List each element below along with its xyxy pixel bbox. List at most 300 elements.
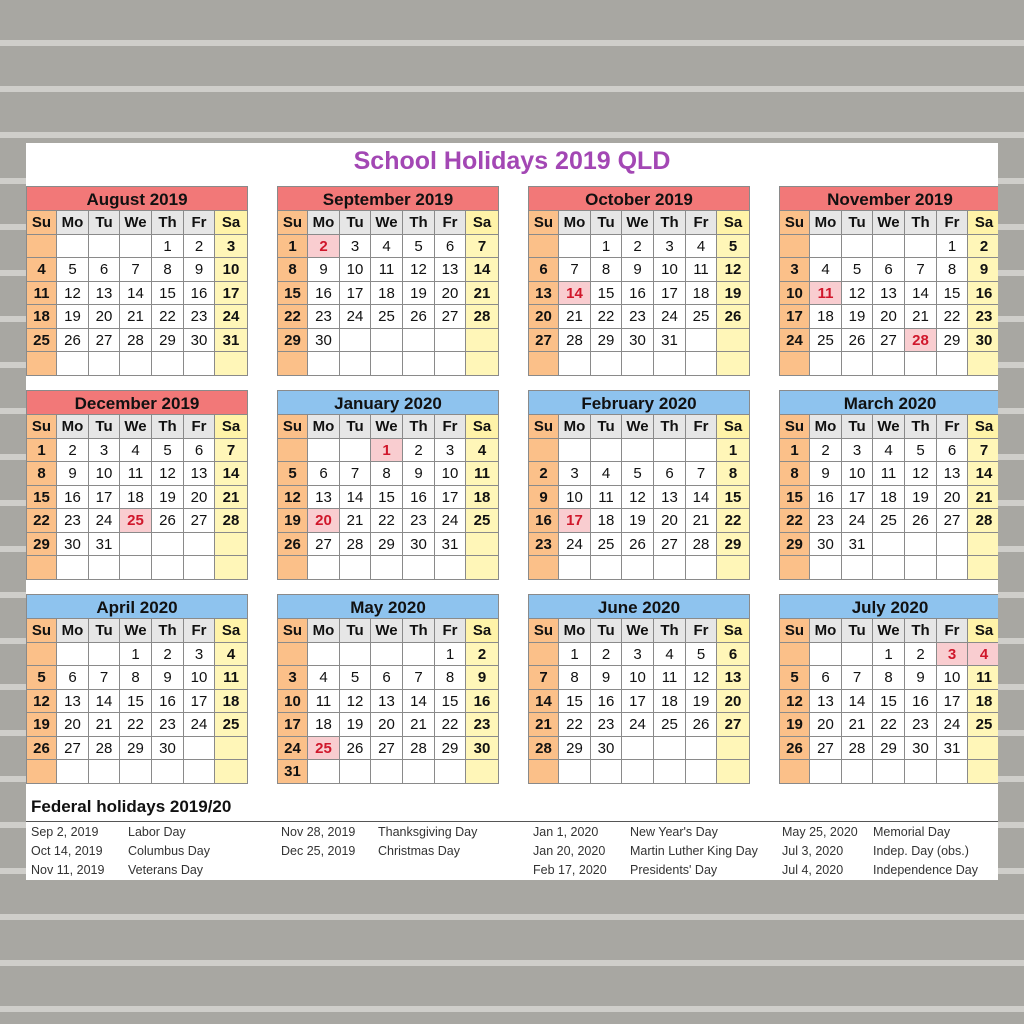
day-cell: 21 <box>89 713 120 737</box>
day-cell: 27 <box>89 329 120 353</box>
weekday-header: Th <box>905 619 937 643</box>
empty-day-cell <box>89 643 120 667</box>
weekday-header: Th <box>152 619 184 643</box>
calendar-sheet <box>26 143 998 880</box>
month-title: June 2020 <box>528 594 750 619</box>
weekday-header: Sa <box>968 415 998 439</box>
empty-day-cell <box>905 235 937 259</box>
empty-day-cell <box>466 533 499 557</box>
day-cell: 20 <box>873 305 905 329</box>
empty-day-cell <box>89 235 120 259</box>
empty-day-cell <box>528 556 559 580</box>
weekday-header: Mo <box>810 415 842 439</box>
day-cell: 6 <box>937 439 968 463</box>
day-cell: 11 <box>215 666 248 690</box>
month-day-grid <box>779 415 998 580</box>
day-cell: 2 <box>184 235 215 259</box>
empty-day-cell <box>873 760 905 784</box>
day-cell: 23 <box>403 509 435 533</box>
empty-day-cell <box>842 556 873 580</box>
day-cell: 7 <box>905 258 937 282</box>
empty-day-cell <box>57 556 89 580</box>
weekday-header: Sa <box>215 415 248 439</box>
empty-day-cell <box>466 556 499 580</box>
day-cell: 18 <box>810 305 842 329</box>
empty-day-cell <box>120 556 152 580</box>
day-cell: 29 <box>26 533 57 557</box>
empty-day-cell <box>466 760 499 784</box>
day-cell: 30 <box>968 329 998 353</box>
holiday-name: Columbus Day <box>128 844 210 858</box>
empty-day-cell <box>120 235 152 259</box>
day-cell: 24 <box>559 533 591 557</box>
day-cell: 30 <box>308 329 340 353</box>
day-cell: 3 <box>277 666 308 690</box>
federal-holiday-row <box>782 825 998 841</box>
day-cell: 1 <box>152 235 184 259</box>
empty-day-cell <box>654 737 686 761</box>
weekday-header: Sa <box>466 619 499 643</box>
empty-day-cell <box>873 533 905 557</box>
weekday-header: We <box>622 211 654 235</box>
weekday-header: Th <box>905 211 937 235</box>
day-cell: 17 <box>779 305 810 329</box>
weekday-header: Su <box>528 211 559 235</box>
day-cell: 4 <box>591 462 622 486</box>
day-cell: 4 <box>686 235 717 259</box>
month-calendar <box>779 186 998 376</box>
day-cell: 8 <box>559 666 591 690</box>
federal-holiday-row <box>533 825 753 841</box>
day-cell: 6 <box>89 258 120 282</box>
day-cell: 31 <box>277 760 308 784</box>
empty-day-cell <box>277 556 308 580</box>
day-cell: 12 <box>686 666 717 690</box>
day-cell: 16 <box>466 690 499 714</box>
day-cell: 13 <box>717 666 750 690</box>
month-title: August 2019 <box>26 186 248 211</box>
weekday-header: Tu <box>340 415 371 439</box>
day-cell: 24 <box>277 737 308 761</box>
day-cell: 12 <box>842 282 873 306</box>
weekday-header: Th <box>403 415 435 439</box>
day-cell: 30 <box>622 329 654 353</box>
day-cell: 18 <box>120 486 152 510</box>
weekday-header: Tu <box>842 619 873 643</box>
day-cell: 2 <box>152 643 184 667</box>
day-cell: 23 <box>591 713 622 737</box>
weekday-header: Th <box>654 415 686 439</box>
empty-day-cell <box>371 352 403 376</box>
day-cell: 24 <box>654 305 686 329</box>
day-cell: 12 <box>717 258 750 282</box>
day-cell: 9 <box>152 666 184 690</box>
weekday-header: Mo <box>559 211 591 235</box>
federal-holiday-row <box>533 863 753 879</box>
day-cell: 30 <box>152 737 184 761</box>
weekday-header: Fr <box>435 619 466 643</box>
empty-day-cell <box>559 352 591 376</box>
month-day-grid <box>528 619 750 784</box>
month-day-grid <box>277 211 499 376</box>
weekday-header: Su <box>779 211 810 235</box>
day-cell: 10 <box>215 258 248 282</box>
day-cell: 17 <box>340 282 371 306</box>
day-cell: 19 <box>26 713 57 737</box>
weekday-header: Su <box>277 211 308 235</box>
weekday-header: Su <box>779 415 810 439</box>
day-cell: 7 <box>89 666 120 690</box>
day-cell: 21 <box>842 713 873 737</box>
day-cell: 24 <box>622 713 654 737</box>
day-cell: 26 <box>905 509 937 533</box>
day-cell: 24 <box>340 305 371 329</box>
holiday-day-cell: 3 <box>937 643 968 667</box>
month-day-grid <box>779 211 998 376</box>
empty-day-cell <box>654 439 686 463</box>
day-cell: 7 <box>215 439 248 463</box>
day-cell: 16 <box>968 282 998 306</box>
empty-day-cell <box>968 352 998 376</box>
day-cell: 12 <box>57 282 89 306</box>
day-cell: 13 <box>89 282 120 306</box>
day-cell: 20 <box>57 713 89 737</box>
weekday-header: Th <box>403 619 435 643</box>
day-cell: 10 <box>89 462 120 486</box>
day-cell: 9 <box>308 258 340 282</box>
month-day-grid <box>277 415 499 580</box>
empty-day-cell <box>937 352 968 376</box>
day-cell: 15 <box>591 282 622 306</box>
weekday-header: Sa <box>717 415 750 439</box>
day-cell: 17 <box>654 282 686 306</box>
day-cell: 14 <box>528 690 559 714</box>
day-cell: 3 <box>340 235 371 259</box>
day-cell: 4 <box>654 643 686 667</box>
empty-day-cell <box>403 352 435 376</box>
weekday-header: Fr <box>937 415 968 439</box>
month-day-grid <box>26 619 248 784</box>
day-cell: 10 <box>654 258 686 282</box>
federal-holiday-row <box>31 825 251 841</box>
day-cell: 30 <box>403 533 435 557</box>
weekday-header: Fr <box>184 415 215 439</box>
weekday-header: Tu <box>340 211 371 235</box>
day-cell: 20 <box>717 690 750 714</box>
day-cell: 26 <box>403 305 435 329</box>
day-cell: 12 <box>622 486 654 510</box>
day-cell: 2 <box>528 462 559 486</box>
empty-day-cell <box>340 556 371 580</box>
empty-day-cell <box>591 760 622 784</box>
day-cell: 1 <box>779 439 810 463</box>
day-cell: 5 <box>340 666 371 690</box>
weekday-header: We <box>371 415 403 439</box>
day-cell: 28 <box>215 509 248 533</box>
day-cell: 10 <box>277 690 308 714</box>
weekday-header: Su <box>26 211 57 235</box>
day-cell: 20 <box>654 509 686 533</box>
holiday-date: Jul 3, 2020 <box>782 844 844 858</box>
day-cell: 4 <box>308 666 340 690</box>
day-cell: 8 <box>591 258 622 282</box>
empty-day-cell <box>184 533 215 557</box>
day-cell: 8 <box>26 462 57 486</box>
day-cell: 28 <box>89 737 120 761</box>
day-cell: 17 <box>184 690 215 714</box>
month-calendar <box>528 594 750 784</box>
month-title: March 2020 <box>779 390 998 415</box>
weekday-header: Fr <box>686 619 717 643</box>
day-cell: 3 <box>215 235 248 259</box>
weekday-header: Th <box>654 619 686 643</box>
day-cell: 8 <box>717 462 750 486</box>
day-cell: 9 <box>968 258 998 282</box>
day-cell: 16 <box>403 486 435 510</box>
empty-day-cell <box>184 352 215 376</box>
weekday-header: We <box>873 415 905 439</box>
federal-holiday-row <box>31 863 251 879</box>
empty-day-cell <box>810 235 842 259</box>
weekday-header: Sa <box>717 211 750 235</box>
empty-day-cell <box>654 556 686 580</box>
empty-day-cell <box>937 760 968 784</box>
month-calendar <box>26 186 248 376</box>
day-cell: 23 <box>528 533 559 557</box>
weekday-header: Sa <box>968 211 998 235</box>
day-cell: 28 <box>466 305 499 329</box>
weekday-header: We <box>120 619 152 643</box>
empty-day-cell <box>686 760 717 784</box>
empty-day-cell <box>184 556 215 580</box>
day-cell: 2 <box>622 235 654 259</box>
day-cell: 30 <box>57 533 89 557</box>
empty-day-cell <box>622 556 654 580</box>
day-cell: 6 <box>308 462 340 486</box>
day-cell: 16 <box>905 690 937 714</box>
month-calendar <box>277 186 499 376</box>
day-cell: 24 <box>937 713 968 737</box>
empty-day-cell <box>968 760 998 784</box>
day-cell: 29 <box>873 737 905 761</box>
empty-day-cell <box>308 439 340 463</box>
day-cell: 14 <box>215 462 248 486</box>
empty-day-cell <box>528 235 559 259</box>
day-cell: 12 <box>152 462 184 486</box>
day-cell: 9 <box>905 666 937 690</box>
day-cell: 21 <box>403 713 435 737</box>
day-cell: 5 <box>717 235 750 259</box>
day-cell: 29 <box>277 329 308 353</box>
empty-day-cell <box>905 352 937 376</box>
weekday-header: We <box>873 619 905 643</box>
day-cell: 5 <box>905 439 937 463</box>
month-title: December 2019 <box>26 390 248 415</box>
day-cell: 5 <box>686 643 717 667</box>
day-cell: 19 <box>57 305 89 329</box>
empty-day-cell <box>215 556 248 580</box>
month-calendar <box>26 594 248 784</box>
day-cell: 5 <box>57 258 89 282</box>
day-cell: 31 <box>89 533 120 557</box>
day-cell: 31 <box>215 329 248 353</box>
empty-day-cell <box>435 352 466 376</box>
day-cell: 29 <box>371 533 403 557</box>
day-cell: 13 <box>57 690 89 714</box>
day-cell: 22 <box>152 305 184 329</box>
day-cell: 5 <box>403 235 435 259</box>
day-cell: 9 <box>622 258 654 282</box>
empty-day-cell <box>528 439 559 463</box>
day-cell: 9 <box>466 666 499 690</box>
weekday-header: Mo <box>308 415 340 439</box>
day-cell: 27 <box>371 737 403 761</box>
empty-day-cell <box>873 235 905 259</box>
day-cell: 29 <box>152 329 184 353</box>
weekday-header: Fr <box>937 619 968 643</box>
holiday-name: Veterans Day <box>128 863 204 877</box>
day-cell: 10 <box>340 258 371 282</box>
day-cell: 27 <box>717 713 750 737</box>
day-cell: 25 <box>26 329 57 353</box>
day-cell: 21 <box>559 305 591 329</box>
day-cell: 2 <box>466 643 499 667</box>
day-cell: 5 <box>622 462 654 486</box>
day-cell: 20 <box>435 282 466 306</box>
weekday-header: Su <box>528 415 559 439</box>
day-cell: 18 <box>26 305 57 329</box>
empty-day-cell <box>308 556 340 580</box>
day-cell: 16 <box>152 690 184 714</box>
empty-day-cell <box>654 760 686 784</box>
month-day-grid <box>528 211 750 376</box>
holiday-day-cell: 25 <box>308 737 340 761</box>
empty-day-cell <box>717 737 750 761</box>
day-cell: 20 <box>528 305 559 329</box>
day-cell: 15 <box>937 282 968 306</box>
federal-holiday-row <box>281 844 501 860</box>
empty-day-cell <box>842 643 873 667</box>
day-cell: 17 <box>89 486 120 510</box>
day-cell: 16 <box>591 690 622 714</box>
day-cell: 12 <box>779 690 810 714</box>
holiday-name: New Year's Day <box>630 825 718 839</box>
day-cell: 15 <box>152 282 184 306</box>
day-cell: 23 <box>308 305 340 329</box>
day-cell: 17 <box>622 690 654 714</box>
day-cell: 26 <box>842 329 873 353</box>
weekday-header: Fr <box>686 211 717 235</box>
day-cell: 29 <box>937 329 968 353</box>
day-cell: 8 <box>937 258 968 282</box>
day-cell: 28 <box>968 509 998 533</box>
empty-day-cell <box>810 556 842 580</box>
day-cell: 24 <box>779 329 810 353</box>
weekday-header: Sa <box>215 619 248 643</box>
day-cell: 15 <box>873 690 905 714</box>
day-cell: 11 <box>120 462 152 486</box>
day-cell: 27 <box>57 737 89 761</box>
empty-day-cell <box>686 352 717 376</box>
empty-day-cell <box>779 760 810 784</box>
day-cell: 30 <box>810 533 842 557</box>
day-cell: 1 <box>937 235 968 259</box>
day-cell: 15 <box>717 486 750 510</box>
day-cell: 29 <box>120 737 152 761</box>
day-cell: 16 <box>810 486 842 510</box>
empty-day-cell <box>686 439 717 463</box>
empty-day-cell <box>308 352 340 376</box>
month-title: February 2020 <box>528 390 750 415</box>
day-cell: 18 <box>686 282 717 306</box>
day-cell: 27 <box>810 737 842 761</box>
day-cell: 30 <box>905 737 937 761</box>
empty-day-cell <box>559 439 591 463</box>
day-cell: 13 <box>873 282 905 306</box>
day-cell: 22 <box>277 305 308 329</box>
day-cell: 27 <box>184 509 215 533</box>
day-cell: 15 <box>120 690 152 714</box>
empty-day-cell <box>26 760 57 784</box>
empty-day-cell <box>340 643 371 667</box>
weekday-header: We <box>371 619 403 643</box>
day-cell: 27 <box>873 329 905 353</box>
day-cell: 15 <box>371 486 403 510</box>
day-cell: 13 <box>654 486 686 510</box>
day-cell: 22 <box>873 713 905 737</box>
day-cell: 23 <box>466 713 499 737</box>
day-cell: 13 <box>308 486 340 510</box>
day-cell: 19 <box>152 486 184 510</box>
day-cell: 9 <box>57 462 89 486</box>
weekday-header: Th <box>403 211 435 235</box>
day-cell: 6 <box>57 666 89 690</box>
day-cell: 14 <box>89 690 120 714</box>
day-cell: 9 <box>591 666 622 690</box>
weekday-header: Tu <box>340 619 371 643</box>
day-cell: 17 <box>435 486 466 510</box>
day-cell: 24 <box>89 509 120 533</box>
empty-day-cell <box>120 533 152 557</box>
day-cell: 24 <box>184 713 215 737</box>
weekday-header: Fr <box>184 619 215 643</box>
day-cell: 19 <box>842 305 873 329</box>
holiday-date: Sep 2, 2019 <box>31 825 99 839</box>
day-cell: 22 <box>591 305 622 329</box>
month-calendar <box>26 390 248 580</box>
empty-day-cell <box>810 760 842 784</box>
day-cell: 1 <box>591 235 622 259</box>
empty-day-cell <box>403 556 435 580</box>
day-cell: 13 <box>810 690 842 714</box>
day-cell: 19 <box>403 282 435 306</box>
weekday-header: Sa <box>717 619 750 643</box>
empty-day-cell <box>905 533 937 557</box>
day-cell: 23 <box>810 509 842 533</box>
empty-day-cell <box>528 352 559 376</box>
holiday-date: Jan 1, 2020 <box>533 825 599 839</box>
month-day-grid <box>528 415 750 580</box>
holiday-name: Presidents' Day <box>630 863 718 877</box>
day-cell: 11 <box>26 282 57 306</box>
month-calendar <box>277 390 499 580</box>
weekday-header: Tu <box>591 619 622 643</box>
weekday-header: Su <box>779 619 810 643</box>
weekday-header: Fr <box>686 415 717 439</box>
empty-day-cell <box>26 643 57 667</box>
holiday-date: May 25, 2020 <box>782 825 858 839</box>
day-cell: 10 <box>779 282 810 306</box>
